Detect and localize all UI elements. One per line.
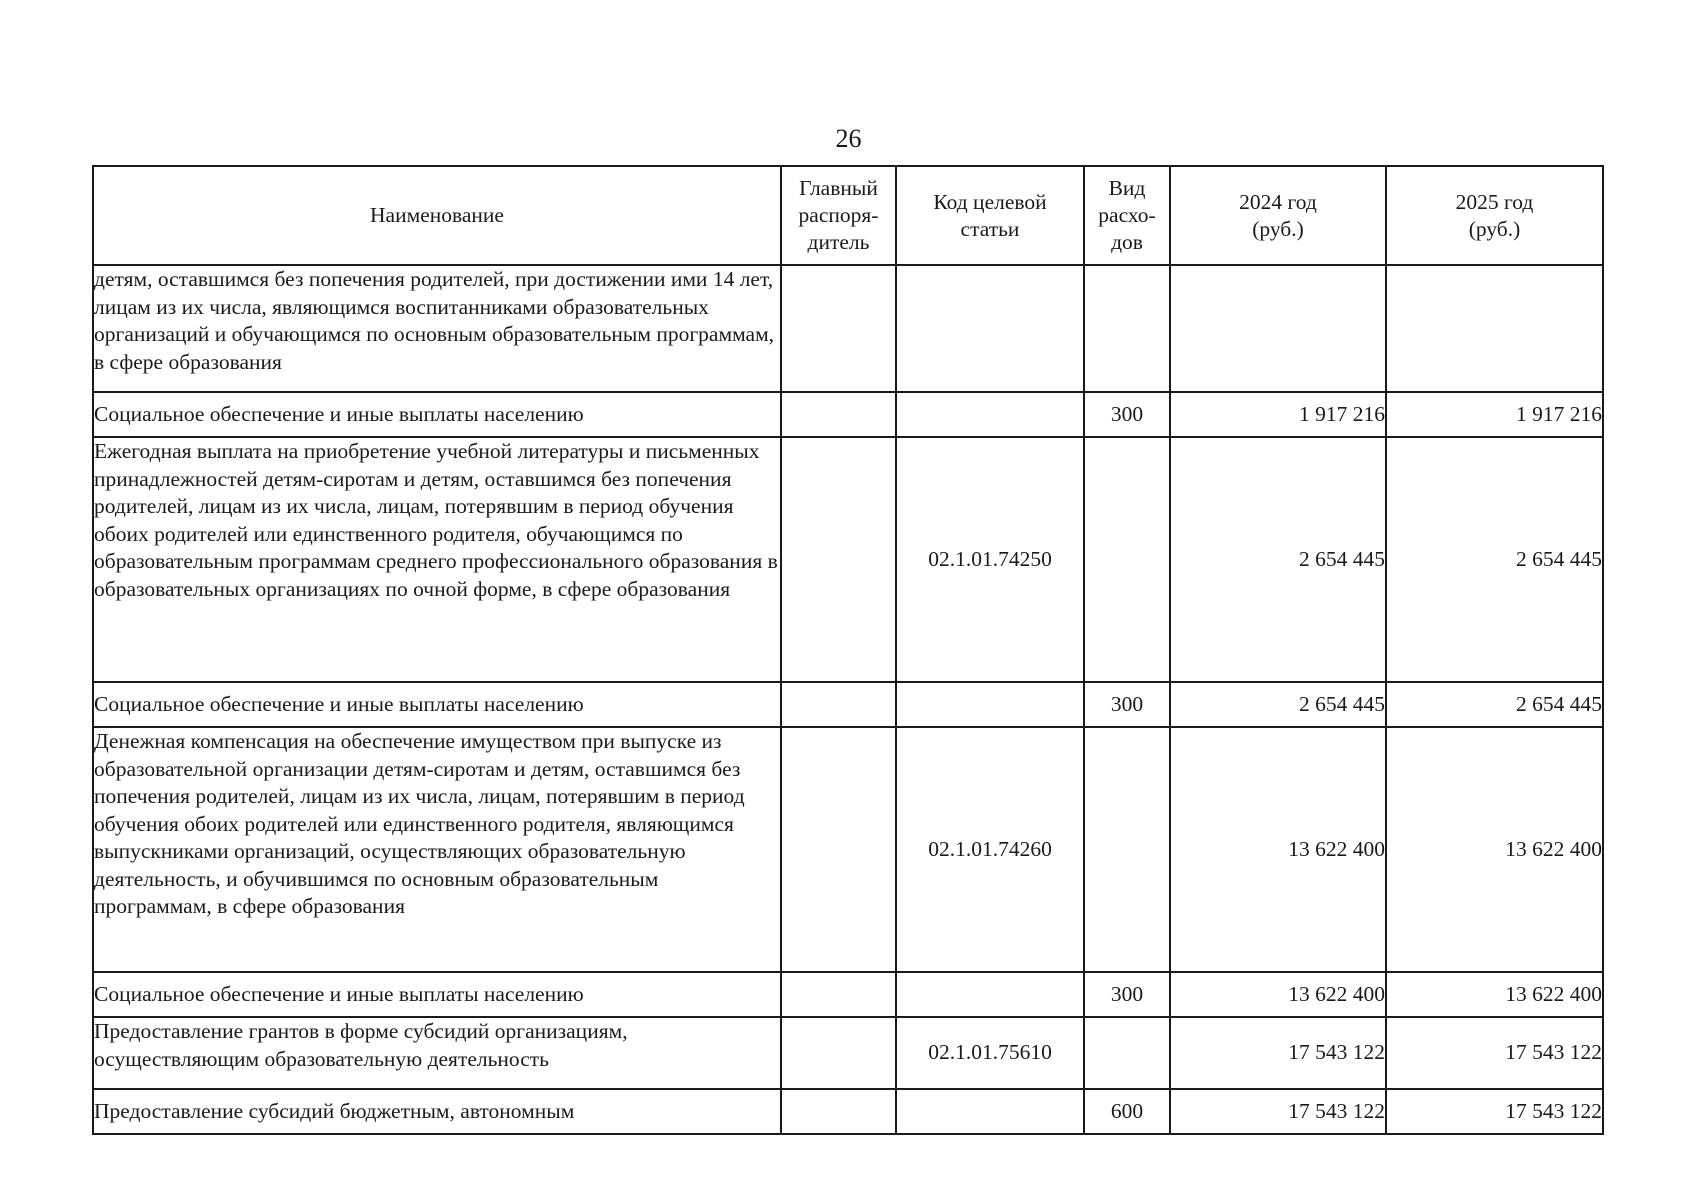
table-row <box>93 392 1603 437</box>
table-row <box>93 1089 1603 1134</box>
row-2025: 2 654 445 <box>1386 682 1603 727</box>
row-type <box>1084 265 1170 392</box>
row-type <box>1084 727 1170 972</box>
row-name: Ежегодная выплата на приобретение учебной литературы и письменных принадлежностей детям-сиротам и детям, оставшимся без попечения родителей, лицам из их числа, лицам, потерявшим в период обучения обоих родителей или единственного родителя, обучающимся по образовательным программам среднего профессионального образования в образовательных организациях по очной форме, в сфере образования <box>93 437 781 682</box>
row-code <box>896 972 1084 1017</box>
row-2025: 13 622 400 <box>1386 972 1603 1017</box>
row-name: Денежная компенсация на обеспечение имуществом при выпуске из образовательной организации детям-сиротам и детям, оставшимся без попечения родителей, лицам из их числа, лицам, потерявшим в период обучения обоих родителей или единственного родителя, являющимся выпускниками организаций, осуществляющих образовательную деятельность, и обучившимся по основным образовательным программам, в сфере образования <box>93 727 781 972</box>
row-2025: 17 543 122 <box>1386 1017 1603 1089</box>
header-2024 <box>1170 166 1386 265</box>
row-2025: 2 654 445 <box>1386 437 1603 682</box>
row-2024: 17 543 122 <box>1170 1017 1386 1089</box>
table-header-row <box>93 166 1603 265</box>
row-manager <box>781 1089 896 1134</box>
row-code <box>896 392 1084 437</box>
row-2024: 2 654 445 <box>1170 682 1386 727</box>
table-row <box>93 682 1603 727</box>
row-name: Предоставление грантов в форме субсидий организациям, осуществляющим образовательную деятельность <box>93 1017 781 1089</box>
page-number: 26 <box>835 124 862 153</box>
header-manager-label: Главный распоря-дитель <box>798 176 879 254</box>
row-code <box>896 265 1084 392</box>
row-name: детям, оставшимся без попечения родителей, при достижении ими 14 лет, лицам из их числа, являющимся воспитанниками образовательных организаций и обучающимся по основным образовательным программам, в сфере образования <box>93 265 781 392</box>
row-manager <box>781 727 896 972</box>
row-code: 02.1.01.74250 <box>896 437 1084 682</box>
header-type <box>1084 166 1170 265</box>
row-2024 <box>1170 265 1386 392</box>
row-manager <box>781 392 896 437</box>
table-row <box>93 727 1603 972</box>
row-code <box>896 682 1084 727</box>
table-row <box>93 1017 1603 1089</box>
row-name: Предоставление субсидий бюджетным, автономным <box>93 1089 781 1134</box>
row-type <box>1084 437 1170 682</box>
header-2025-label: 2025 год (руб.) <box>1455 189 1534 241</box>
row-name: Социальное обеспечение и иные выплаты населению <box>93 682 781 727</box>
row-2024: 17 543 122 <box>1170 1089 1386 1134</box>
row-2025: 13 622 400 <box>1386 727 1603 972</box>
header-type-label: Вид расхо-дов <box>1098 176 1156 254</box>
row-type: 600 <box>1084 1089 1170 1134</box>
header-manager <box>781 166 896 265</box>
row-name: Социальное обеспечение и иные выплаты населению <box>93 972 781 1017</box>
table-row <box>93 972 1603 1017</box>
row-2025 <box>1386 265 1603 392</box>
row-2024: 1 917 216 <box>1170 392 1386 437</box>
row-manager <box>781 265 896 392</box>
row-manager <box>781 972 896 1017</box>
header-code-label: Код целевой статьи <box>933 189 1047 241</box>
row-code: 02.1.01.75610 <box>896 1017 1084 1089</box>
row-type: 300 <box>1084 392 1170 437</box>
row-code: 02.1.01.74260 <box>896 727 1084 972</box>
row-manager <box>781 437 896 682</box>
row-2025: 17 543 122 <box>1386 1089 1603 1134</box>
row-2025: 1 917 216 <box>1386 392 1603 437</box>
header-2025 <box>1386 166 1603 265</box>
row-manager <box>781 1017 896 1089</box>
row-name: Социальное обеспечение и иные выплаты населению <box>93 392 781 437</box>
budget-table <box>92 165 1604 1135</box>
header-name: Наименование <box>93 166 781 265</box>
table-row <box>93 437 1603 682</box>
row-type <box>1084 1017 1170 1089</box>
row-manager <box>781 682 896 727</box>
header-2024-label: 2024 год (руб.) <box>1239 189 1317 241</box>
header-code <box>896 166 1084 265</box>
row-2024: 2 654 445 <box>1170 437 1386 682</box>
row-2024: 13 622 400 <box>1170 972 1386 1017</box>
row-2024: 13 622 400 <box>1170 727 1386 972</box>
row-code <box>896 1089 1084 1134</box>
table-row <box>93 265 1603 392</box>
row-type: 300 <box>1084 682 1170 727</box>
row-type: 300 <box>1084 972 1170 1017</box>
